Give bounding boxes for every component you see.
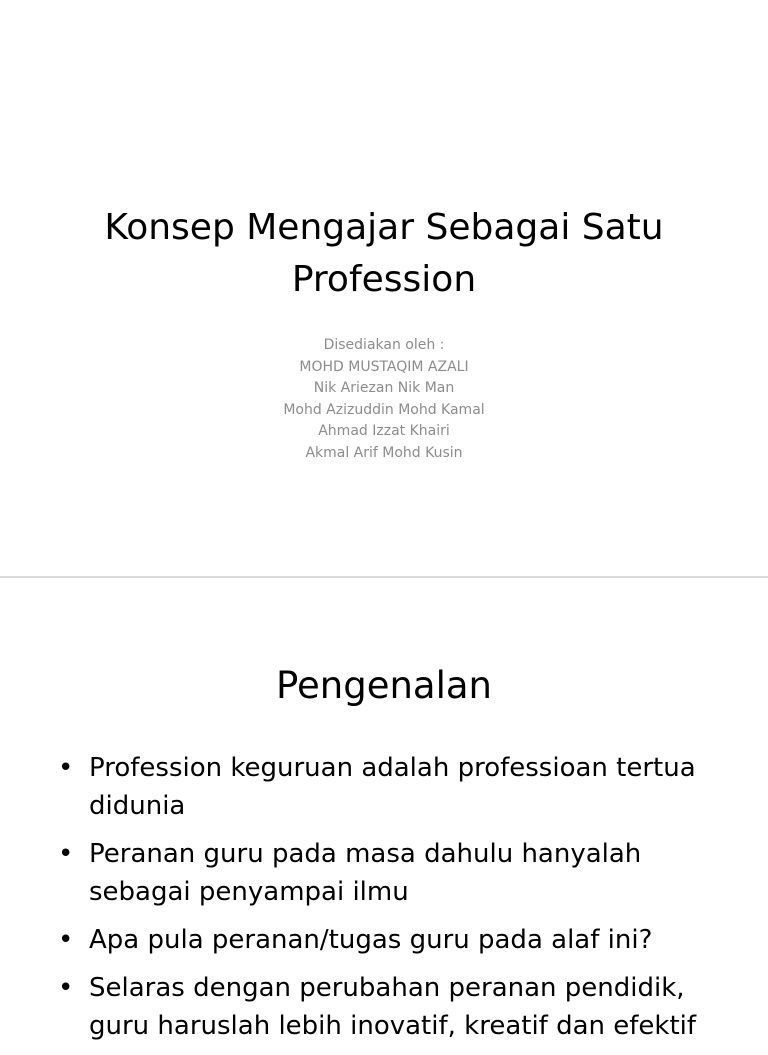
bullet-text-line: Selaras dengan perubahan peranan pendidik, xyxy=(89,973,685,1003)
bullet-text-line: didunia xyxy=(89,791,186,821)
bullet-icon: • xyxy=(58,839,74,869)
bullet-item xyxy=(58,969,738,1045)
slide-title-line: Profession xyxy=(291,259,477,300)
bullet-text-line: Apa pula peranan/tugas guru pada alaf ini? xyxy=(89,925,653,955)
bullet-text-line: Peranan guru pada masa dahulu hanyalah xyxy=(89,839,642,869)
credit-name: Mohd Azizuddin Mohd Kamal xyxy=(283,401,485,418)
bullet-text-line: guru haruslah lebih inovatif, kreatif dan efektif xyxy=(89,1011,697,1041)
bullet-icon: • xyxy=(58,973,74,1003)
credit-name: MOHD MUSTAQIM AZALI xyxy=(299,358,469,375)
credit-name: Nik Ariezan Nik Man xyxy=(313,380,455,397)
bullet-icon: • xyxy=(58,753,74,783)
bullet-list xyxy=(58,749,738,1055)
bullet-icon: • xyxy=(58,925,74,955)
bullet-item xyxy=(58,835,738,911)
credits-heading: Disediakan oleh : xyxy=(323,337,445,353)
bullet-text-line: sebagai penyampai ilmu xyxy=(89,877,409,907)
slide-title xyxy=(40,202,728,306)
content-slide xyxy=(0,578,768,1041)
bullet-item xyxy=(58,749,738,825)
bullet-item xyxy=(58,921,738,959)
credit-name: Ahmad Izzat Khairi xyxy=(318,423,450,440)
credits-list xyxy=(40,335,728,465)
slide-title-line: Konsep Mengajar Sebagai Satu xyxy=(104,207,664,248)
section-title: Pengenalan xyxy=(276,664,492,707)
credit-name: Akmal Arif Mohd Kusin xyxy=(305,444,463,461)
bullet-text-line: Profession keguruan adalah professioan tertua xyxy=(89,753,696,783)
